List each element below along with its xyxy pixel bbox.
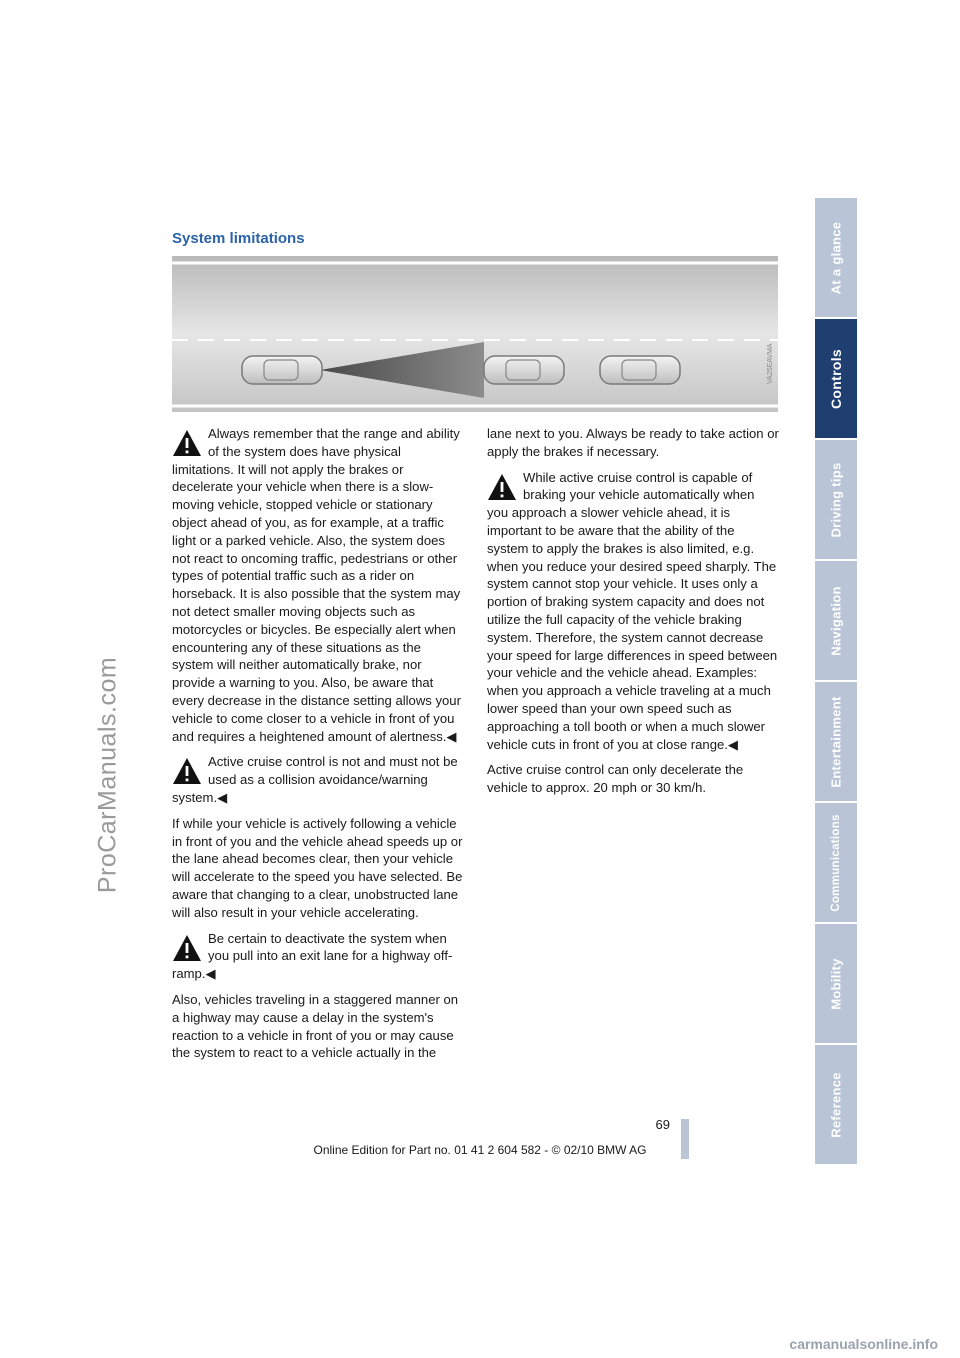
tab-navigation[interactable]: [815, 561, 857, 680]
chapter-tabs: [815, 198, 857, 1166]
warning-text: Active cruise control is not and must not be used as a collision avoidance/warning system.◀: [172, 754, 458, 805]
left-column: [172, 425, 464, 1070]
tab-label: Driving tips: [828, 461, 844, 538]
paragraph: [172, 753, 464, 806]
footer-watermark-logo: carmanualsonline.info: [789, 1336, 938, 1352]
page-number: 69: [655, 1117, 670, 1132]
tab-label: Communications: [830, 813, 842, 912]
watermark-procarmanuals: ProCarManuals.com: [93, 656, 122, 894]
warning-icon: [172, 933, 202, 963]
paragraph: Active cruise control can only decelerate the vehicle to approx. 20 mph or 30 km/h.: [487, 762, 744, 796]
tab-label: At a glance: [828, 221, 844, 294]
tab-label: Reference: [828, 1071, 844, 1138]
road-diagram: [172, 256, 778, 412]
warning-text: While active cruise control is capable of braking your vehicle automatically when you approach a slower vehicle ahead, it is important to be aware that the ability of the system to apply the brakes is also limited, e.g. when you reduce your desired speed sharply. The system cannot stop your vehicle. It uses only a portion of braking system capacity and does not utilize the full capacity of the vehicle braking system. Therefore, the system cannot decrease your speed for large differences in speed between your vehicle and the vehicle ahead. Examples: when you approach a vehicle traveling at a much lower speed than your own speed such as approaching a toll booth or when a much slower vehicle cuts in front of you at close range.◀: [487, 469, 778, 752]
paragraph: lane next to you. Always be ready to take action or apply the brakes if necessary.: [487, 426, 779, 459]
paragraph: [487, 469, 779, 754]
radar-range-illustration: [172, 256, 778, 412]
tab-label: Mobility: [828, 957, 844, 1010]
tab-at-a-glance[interactable]: [815, 198, 857, 317]
own-vehicle: [242, 356, 322, 384]
paragraph: Also, vehicles traveling in a staggered manner on a highway may cause a delay in the system's reaction to a vehicle in front of you or may cause the system to react to a vehicle actually in the: [172, 991, 459, 1061]
footer-edition: Online Edition for Part no. 01 41 2 604 582 - © 02/10 BMW AG: [313, 1143, 647, 1157]
paragraph: If while your vehicle is actively following a vehicle in front of you and the vehicle ahead speeds up or the lane ahead becomes clear, then your vehicle will accelerate to the speed you have selected. Be aware that changing to a clear, unobstructed lane will also result in your vehicle accelerating.: [172, 815, 463, 920]
right-column: [487, 425, 779, 805]
warning-text: Be certain to deactivate the system when you pull into an exit lane for a highway off-ramp.◀: [172, 930, 453, 982]
tab-controls[interactable]: [815, 319, 857, 438]
vehicle-far-ahead: [600, 356, 680, 384]
paragraph: [172, 930, 464, 983]
warning-icon: [172, 428, 202, 458]
tab-communications[interactable]: [815, 803, 857, 922]
warning-text: Always remember that the range and ability of the system does have physical limitations. It will not apply the brakes or decelerate your vehicle when there is a slow-moving vehicle, stopped vehicle or stationary object ahead of you, as for example, at a traffic light or a parked vehicle. Also, the system does not react to oncoming traffic, pedestrians or other types of potential traffic such as a rider on horseback. It is also possible that the system may not detect smaller moving objects such as motorcycles or bicycles. Be especially alert when encountering any of these situations as the system will neither automatically brake, nor provide a warning to you. Also, be aware that every decrease in the distance setting allows your vehicle to come closer to a vehicle in front of you and requires a heightened amount of alertness.◀: [172, 426, 461, 744]
tab-mobility[interactable]: [815, 924, 857, 1043]
tab-label: Entertainment: [828, 695, 844, 788]
section-title: System limitations: [172, 230, 305, 247]
tab-entertainment[interactable]: [815, 682, 857, 801]
warning-icon: [487, 472, 517, 502]
warning-icon: [172, 756, 202, 786]
tab-label: Controls: [828, 348, 844, 409]
figure-code: VA25EAVMA: [767, 343, 774, 384]
tab-driving-tips[interactable]: [815, 440, 857, 559]
tab-label: Navigation: [828, 585, 844, 656]
paragraph: [172, 425, 464, 745]
vehicle-ahead: [484, 356, 564, 384]
